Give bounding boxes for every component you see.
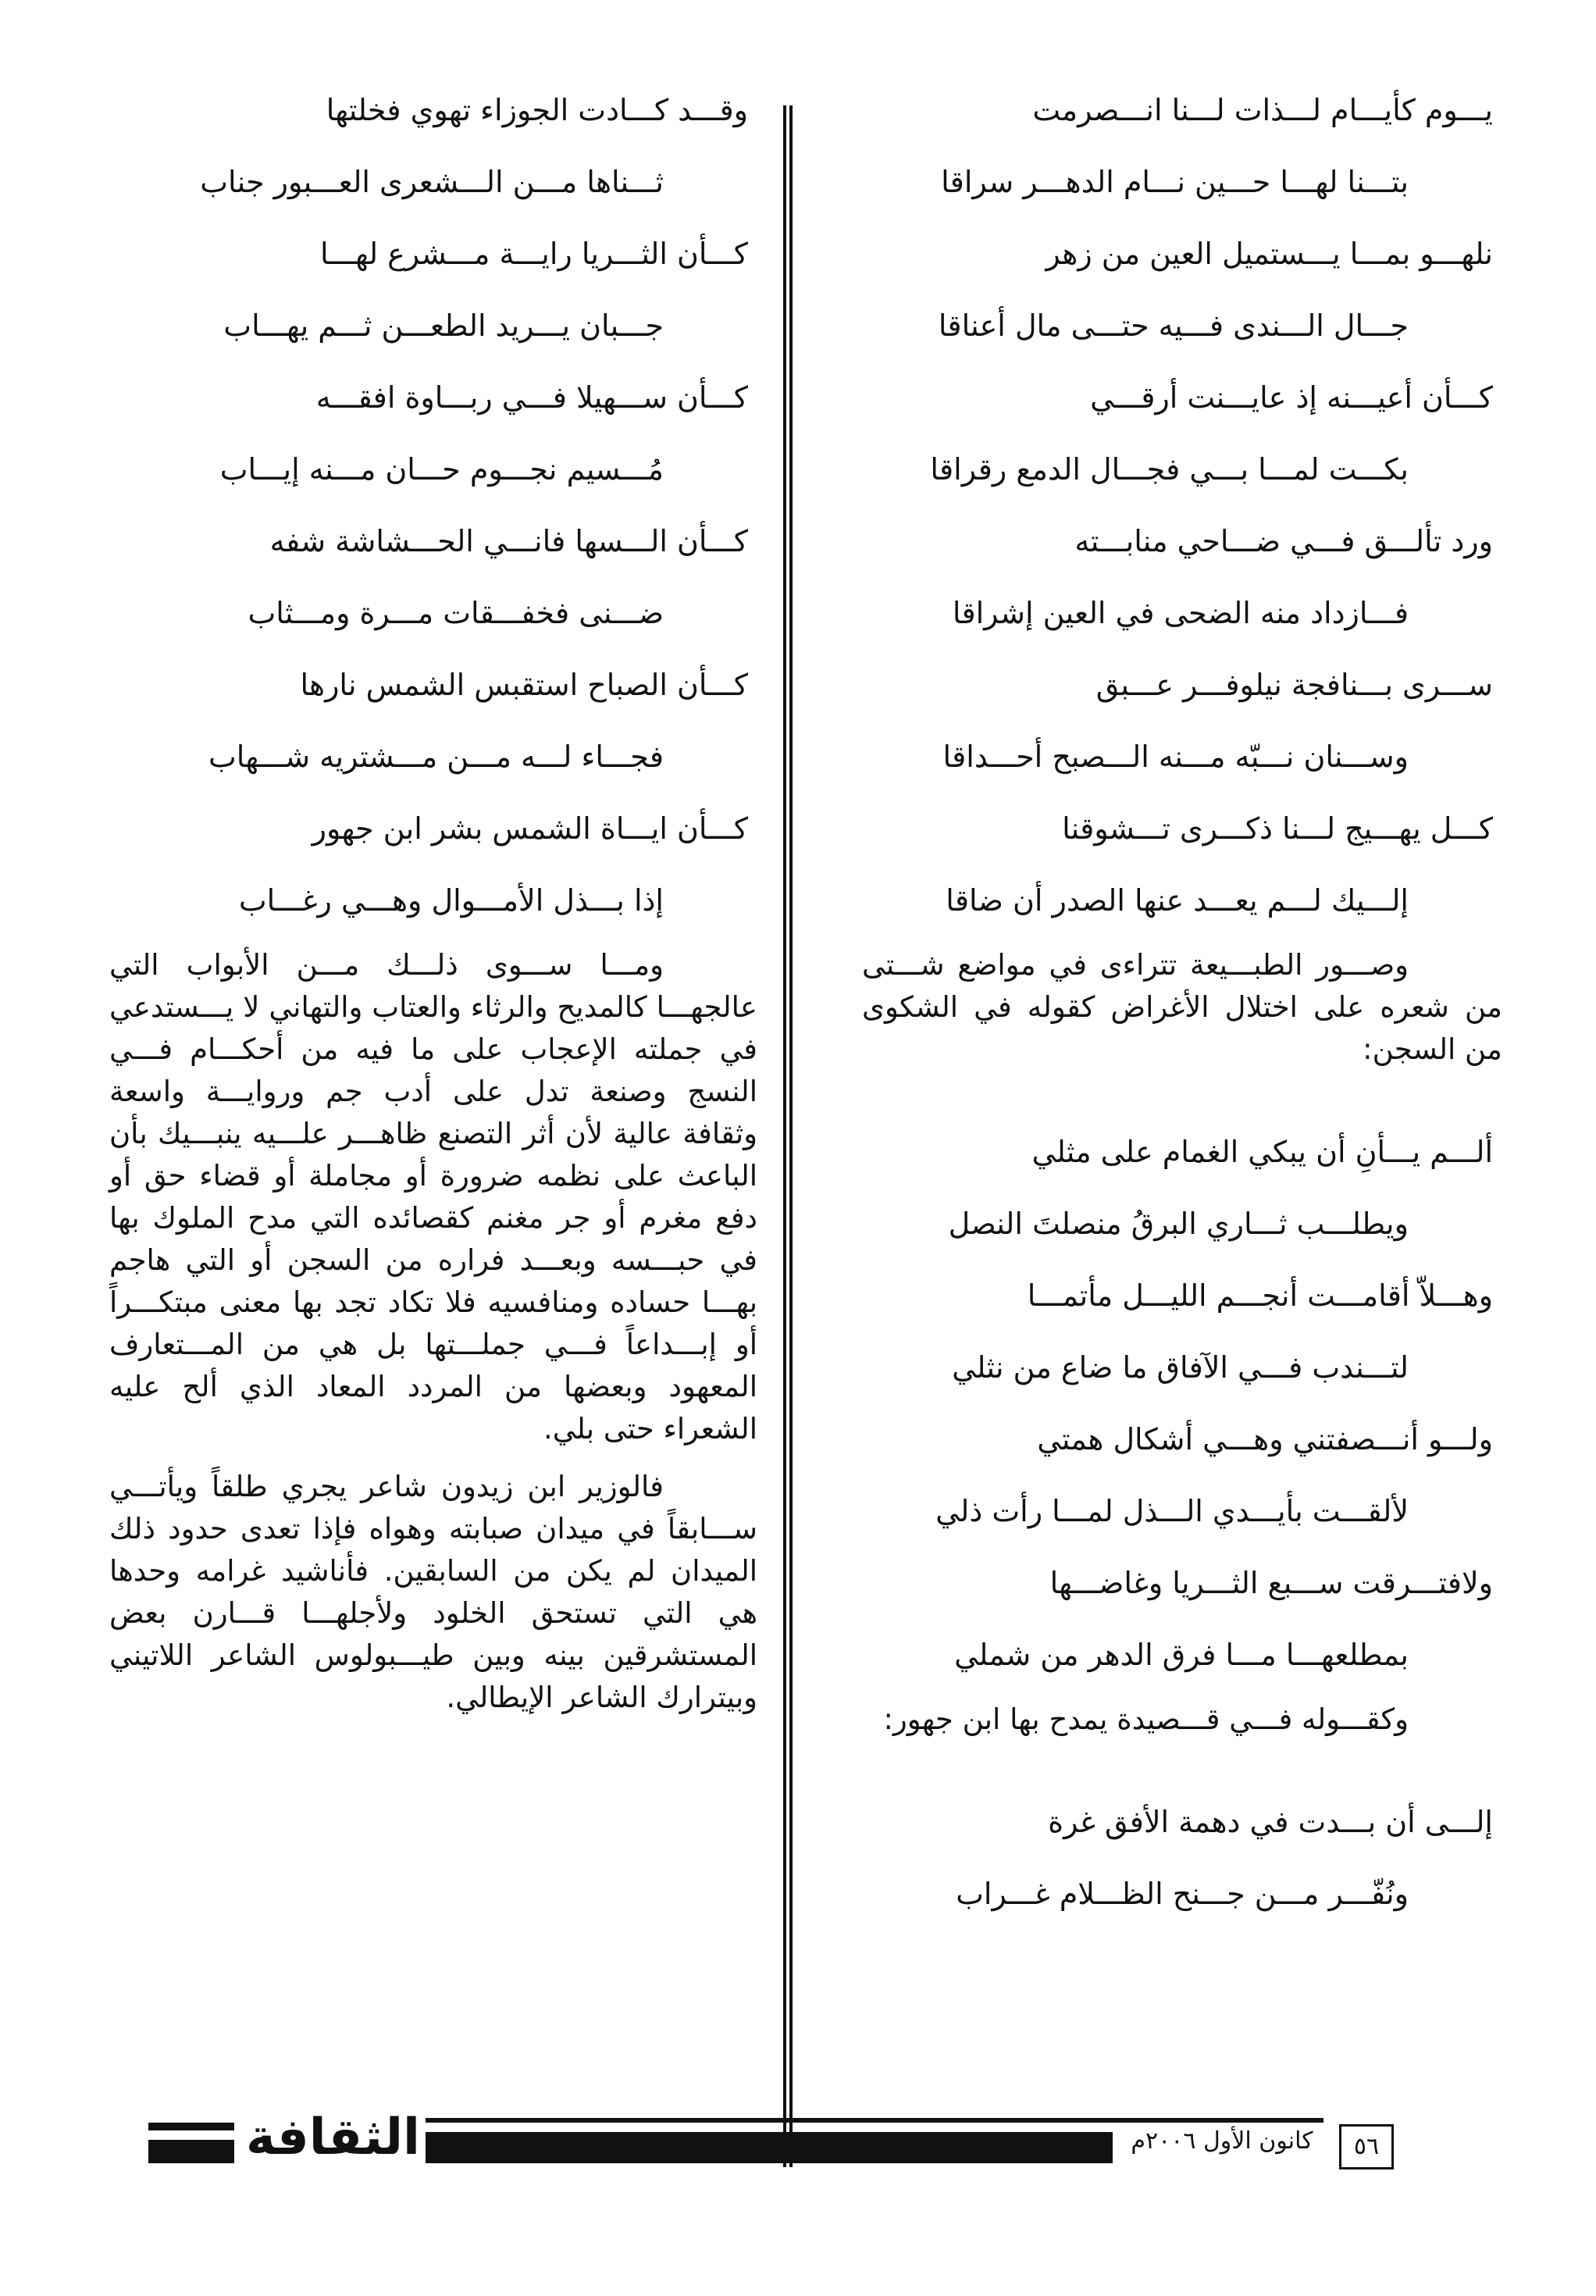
verse-line: كـــأن ايـــاة الشمس بشر ابن جهور bbox=[312, 811, 748, 846]
footer-rule bbox=[426, 2118, 1323, 2123]
poem-ibn-zaydun-garden bbox=[862, 74, 1502, 936]
verse-line: إلـــيك لـــم يعـــد عنها الصدر أن ضاقا bbox=[946, 883, 1409, 918]
magazine-logo: الثقافة bbox=[246, 2109, 420, 2166]
footer-decor-bar bbox=[148, 2123, 234, 2130]
verse-line: ضـــنى فخفـــقات مـــرة ومـــثاب bbox=[248, 596, 664, 630]
page-number: ٥٦ bbox=[1339, 2124, 1394, 2169]
verse-line: لألقـــت بأيـــدي الـــذل لمـــا رأت ذلي bbox=[935, 1494, 1409, 1528]
prose-paragraph: ومـــا ســـوى ذلـــك مـــن الأبواب التي عالجهـــا كالمديح والرثاء والعتاب والتهاني لا يـــستدعي في جملته الإعجاب على ما فيه من أحكـــام فـــي النسج وصنعة تدل على أدب جم وروايـــة واسعة وثقافة عالية لأن أثر التصنع ظاهـــر علـــيه ينبـــيك بأن الباعث على نظمه ضرورة أو مجاملة أو قضاء حق أو دفع مغرم أو جر مغنم كقصائده التي مدح الملوك بها في حبـــسه وبعـــد فراره من السجن أو التي هاجم بهـــا حساده ومنافسيه فلا تكاد تجد بها معنى مبتكـــراً أو إبـــداعاً فـــي جملـــتها بل هي من المـــتعارف المعهود وبعضها من المردد المعاد الذي ألح عليه الشعراء حتى بلي. bbox=[109, 948, 757, 1446]
poem-prison-complaint bbox=[862, 1116, 1502, 1691]
verse-line: جـــال الـــندى فـــيه حتـــى مال أعناقا bbox=[938, 308, 1409, 343]
verse-line: إذا بـــذل الأمـــوال وهـــي رغـــاب bbox=[238, 883, 664, 918]
verse-line: بتـــنا لهـــا حـــين نـــام الدهـــر سراقا bbox=[941, 165, 1409, 199]
verse-line: لتـــندب فـــي الآفاق ما ضاع من نثلي bbox=[952, 1350, 1409, 1385]
verse-line: بمطلعهـــا مـــا فرق الدهر من شملي bbox=[954, 1638, 1409, 1672]
verse-line: كـــأن أعيـــنه إذ عايـــنت أرقـــي bbox=[1090, 380, 1493, 415]
verse-line: فجـــاء لـــه مـــن مـــشتريه شـــهاب bbox=[208, 740, 664, 774]
verse-line: ونُفّـــر مـــن جـــنح الظـــلام غـــراب bbox=[956, 1877, 1409, 1911]
verse-line: يـــوم كأيـــام لـــذات لـــنا انـــصرمت bbox=[1032, 93, 1493, 127]
prose-paragraph: فالوزير ابن زيدون شاعر يجري طلقاً ويأتـــي ســـابقاً في ميدان صبابته وهواه فإذا تعدى حدود ذلك الميدان لم يكن من السابقين. فأناشيد غرامه وحدها هي التي تستحق الخلود ولأجلهـــا قـــارن بعض المستشرقين بينه وبين طيـــبولوس الشاعر اللاتيني وبيترارك الشاعر الإيطالي. bbox=[109, 1470, 757, 1714]
verse-line: ورد تألـــق فـــي ضـــاحي منابـــته bbox=[1074, 524, 1493, 558]
verse-line: ســـرى بـــنافجة نيلوفـــر عـــبق bbox=[1095, 668, 1493, 702]
page-footer bbox=[148, 2109, 1494, 2179]
verse-line: كـــأن الثـــريا رايـــة مـــشرع لهـــا bbox=[319, 237, 748, 271]
verse-line: وســـنان نـــبّه مـــنه الـــصبح أحـــداقا bbox=[942, 740, 1409, 774]
column-divider bbox=[783, 105, 793, 2167]
poem-praise-ibn-jahwar bbox=[862, 1786, 1502, 1930]
verse-line: جـــبان يـــريد الطعـــن ثـــم يهـــاب bbox=[223, 308, 664, 343]
verse-line: ويطلـــب ثـــاري البرقُ منصلتَ النصل bbox=[948, 1207, 1409, 1241]
footer-decor-bar bbox=[148, 2140, 234, 2163]
verse-line: ثـــناها مـــن الـــشعرى العـــبور جناب bbox=[200, 165, 664, 199]
verse-line: كـــأن الصباح استقبس الشمس نارها bbox=[300, 668, 748, 702]
verse-line: ولافتـــرقت ســـبع الثـــريا وغاضـــها bbox=[1049, 1566, 1493, 1600]
verse-line: كـــل يهـــيج لـــنا ذكـــرى تـــشوقنا bbox=[1062, 811, 1493, 846]
verse-line: ولـــو أنـــصفتني وهـــي أشكال همتي bbox=[1037, 1422, 1493, 1456]
poem-stars-description bbox=[109, 74, 757, 936]
verse-line: فـــازداد منه الضحى في العين إشراقا bbox=[952, 596, 1409, 630]
verse-line: وقـــد كـــادت الجوزاء تهوي فخلتها bbox=[326, 93, 748, 127]
verse-line: مُـــسيم نجـــوم حـــان مـــنه إيـــاب bbox=[219, 452, 664, 487]
verse-line: ألـــم يـــأنِ أن يبكي الغمام على مثلي bbox=[1031, 1135, 1493, 1169]
footer-decor-block bbox=[426, 2132, 1113, 2163]
issue-date: كانون الأول ٢٠٠٦م bbox=[1131, 2127, 1313, 2155]
prose-paragraph: وكقـــوله فـــي قـــصيدة يمدح بها ابن جهور: bbox=[883, 1702, 1409, 1736]
prose-paragraph: وصـــور الطبـــيعة تتراءى في مواضع شـــتى من شعره على اختلال الأغراض كقوله في الشكوى من السجن: bbox=[862, 948, 1502, 1066]
verse-line: كـــأن ســـهيلا فـــي ربـــاوة افقـــه bbox=[315, 380, 748, 415]
verse-line: إلـــى أن بـــدت في دهمة الأفق غرة bbox=[1048, 1805, 1493, 1839]
right-column bbox=[862, 74, 1502, 1930]
left-column bbox=[109, 74, 757, 1734]
verse-line: نلهـــو بمـــا يـــستميل العين من زهر bbox=[1046, 237, 1493, 271]
verse-line: كـــأن الـــسها فانـــي الحـــشاشة شفه bbox=[269, 524, 748, 558]
verse-line: وهـــلاّ أقامـــت أنجـــم الليـــل مأتمـــا bbox=[1027, 1278, 1493, 1313]
verse-line: بكـــت لمـــا بـــي فجـــال الدمع رقراقا bbox=[930, 452, 1409, 487]
